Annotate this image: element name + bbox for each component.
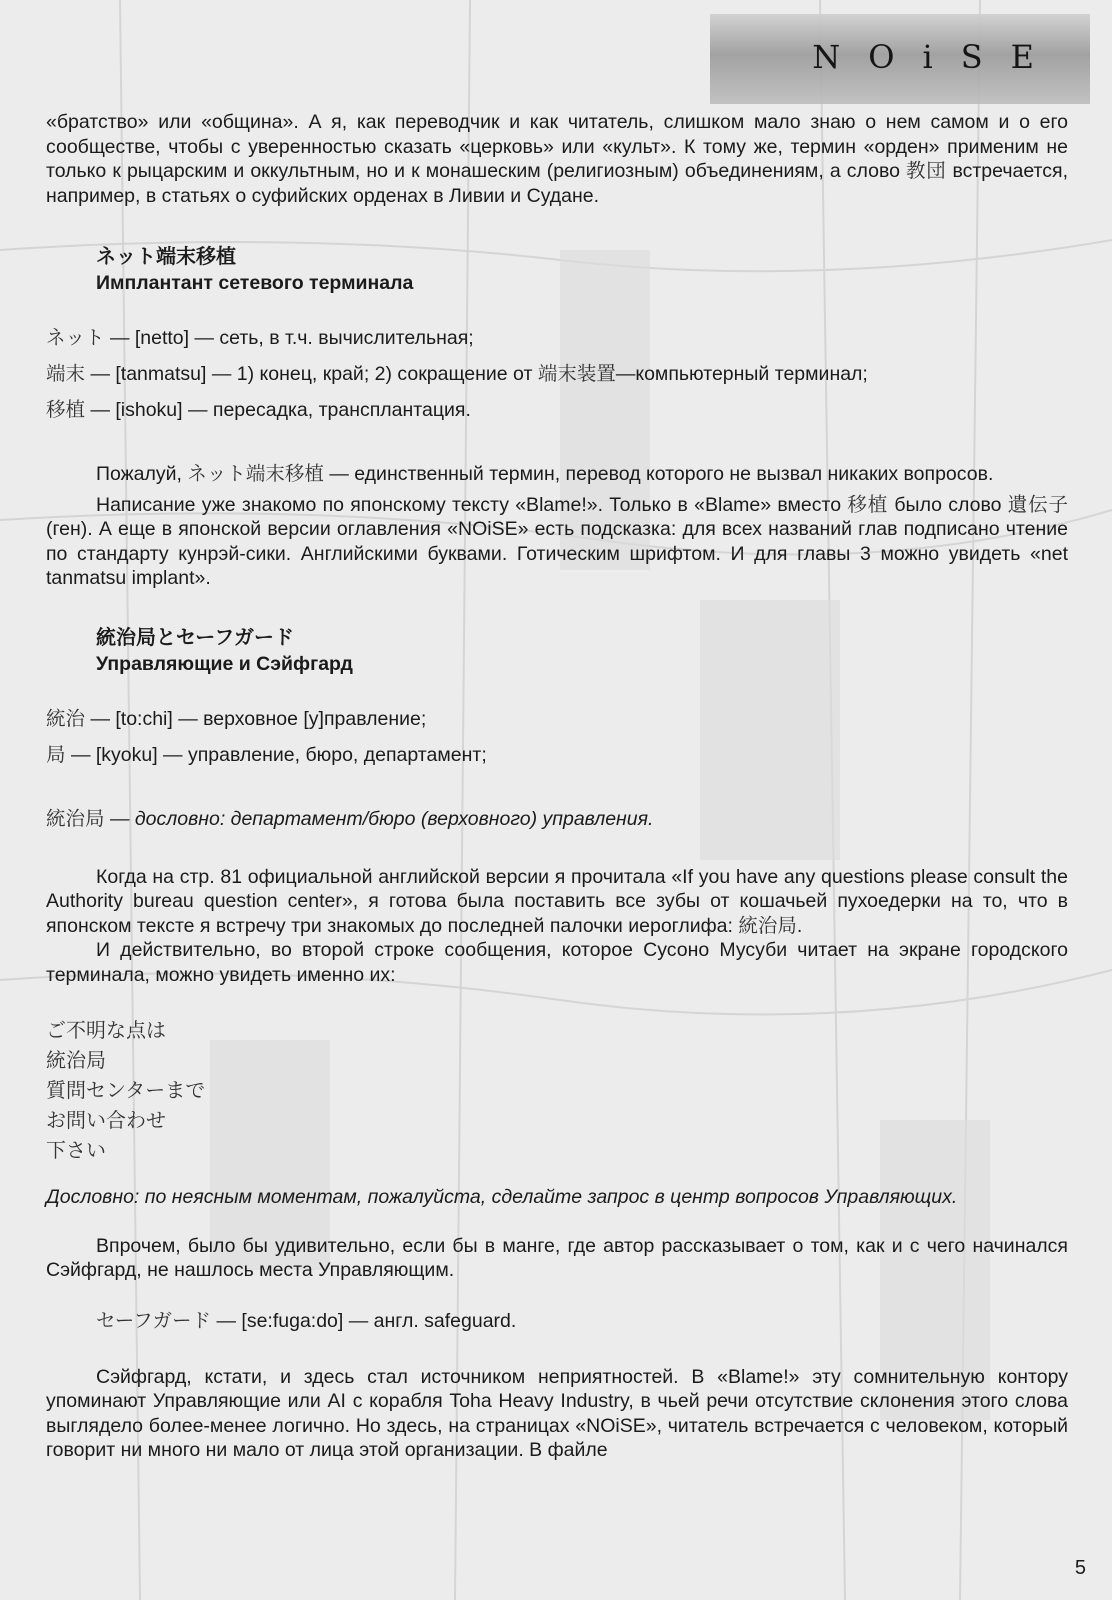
noise-logo: NOiSE [812, 38, 1062, 76]
japanese-quote-block [46, 1015, 1068, 1165]
jp-line: 統治局 [46, 1048, 106, 1072]
gloss-tanmatsu: 端末 — [tanmatsu] — 1) конец, край; 2) сокращение от 端末装置—компьютерный терминал; [46, 362, 868, 385]
section1-title-jp: ネット端末移植 [96, 244, 236, 268]
jp-line: 下さい [46, 1138, 106, 1162]
section1-title-ru: Имплантант сетевого терминала [96, 272, 414, 294]
section2-paragraph-2: И действительно, во второй строке сообщения, которое Сусоно Мусуби читает на экране городского терминала, можно увидеть именно их: [46, 939, 1068, 986]
gloss-netto: ネット — [netto] — сеть, в т.ч. вычислительная; [46, 326, 474, 349]
jp-line: 質問センターまで [46, 1078, 206, 1102]
gloss-ishoku: 移植 — [ishoku] — пересадка, трансплантация. [46, 398, 471, 421]
section1-paragraph-1: Пожалуй, ネット端末移植 — единственный термин, перевод которого не вызвал никаких вопросов. [96, 462, 994, 485]
gloss-tochi: 統治 — [to:chi] — верховное [у]правление; [46, 706, 427, 730]
literal-translation: Дословно: по неясным моментам, пожалуйста, сделайте запрос в центр вопросов Управляющих. [46, 1186, 958, 1208]
section2-paragraph-4: Сэйфгард, кстати, и здесь стал источником неприятностей. В «Blame!» эту сомнительную контору упоминают Управляющие или AI с корабля Toha Heavy Industry, в чьей речи отсутствие склонения этого слова выглядело более-менее логично. Но здесь, на страницах «NOiSE», читатель встречается с человеком, который говорит ни много ни мало от лица этой организации. В файле [46, 1365, 1068, 1461]
section2-title-jp: 統治局とセーフガード [96, 624, 294, 649]
section2-paragraph-1: Когда на стр. 81 официальной английской версии я прочитала «If you have any questions please consult the Authority bureau question center», я готова была поставить все зубы от кошачьей пухоедерки на то, что в японском тексте я встречу три знакомых до последней палочки иероглифа: 統治局. [46, 865, 1068, 937]
section2-paragraph-3: Впрочем, было бы удивительно, если бы в манге, где автор рассказывает о том, как и с чего начинался Сэйфгард, не нашлось места Управляющим. [46, 1234, 1068, 1281]
tochikyoku-definition: 統治局 — дословно: департамент/бюро (верховного) управления. [46, 806, 654, 830]
section1-paragraph-2: Написание уже знакомо по японскому тексту «Blame!». Только в «Blame» вместо 移植 было слово 遺伝子 (ген). А еще в японской версии оглавления «NOiSE» есть подсказка: для всех названий глав подписано чтение по стандарту кунрэй-сики. Английскими буквами. Готическим шрифтом. И для главы 3 можно увидеть «net tanmatsu implant». [46, 492, 1068, 589]
page-number: 5 [1074, 1557, 1086, 1579]
intro-paragraph: «братство» или «община». А я, как переводчик и как читатель, слишком мало знаю о нем самом и о его сообществе, чтобы с уверенностью сказать «церковь» или «культ». К тому же, термин «орден» применим не только к рыцарским и оккультным, но и к монашеским (религиозным) объединениям, а слово 教団 встречается, например, в статьях о суфийских орденах в Ливии и Судане. [46, 111, 1068, 207]
jp-line: ご不明な点は [46, 1018, 166, 1042]
section2-title-ru: Управляющие и Сэйфгард [96, 652, 353, 675]
page-content [46, 110, 1068, 1463]
gloss-safeguard: セーフガード — [se:fuga:do] — англ. safeguard. [96, 1308, 517, 1332]
gloss-kyoku: 局 — [kyoku] — управление, бюро, департамент; [46, 742, 487, 766]
jp-line: お問い合わせ [46, 1108, 166, 1132]
